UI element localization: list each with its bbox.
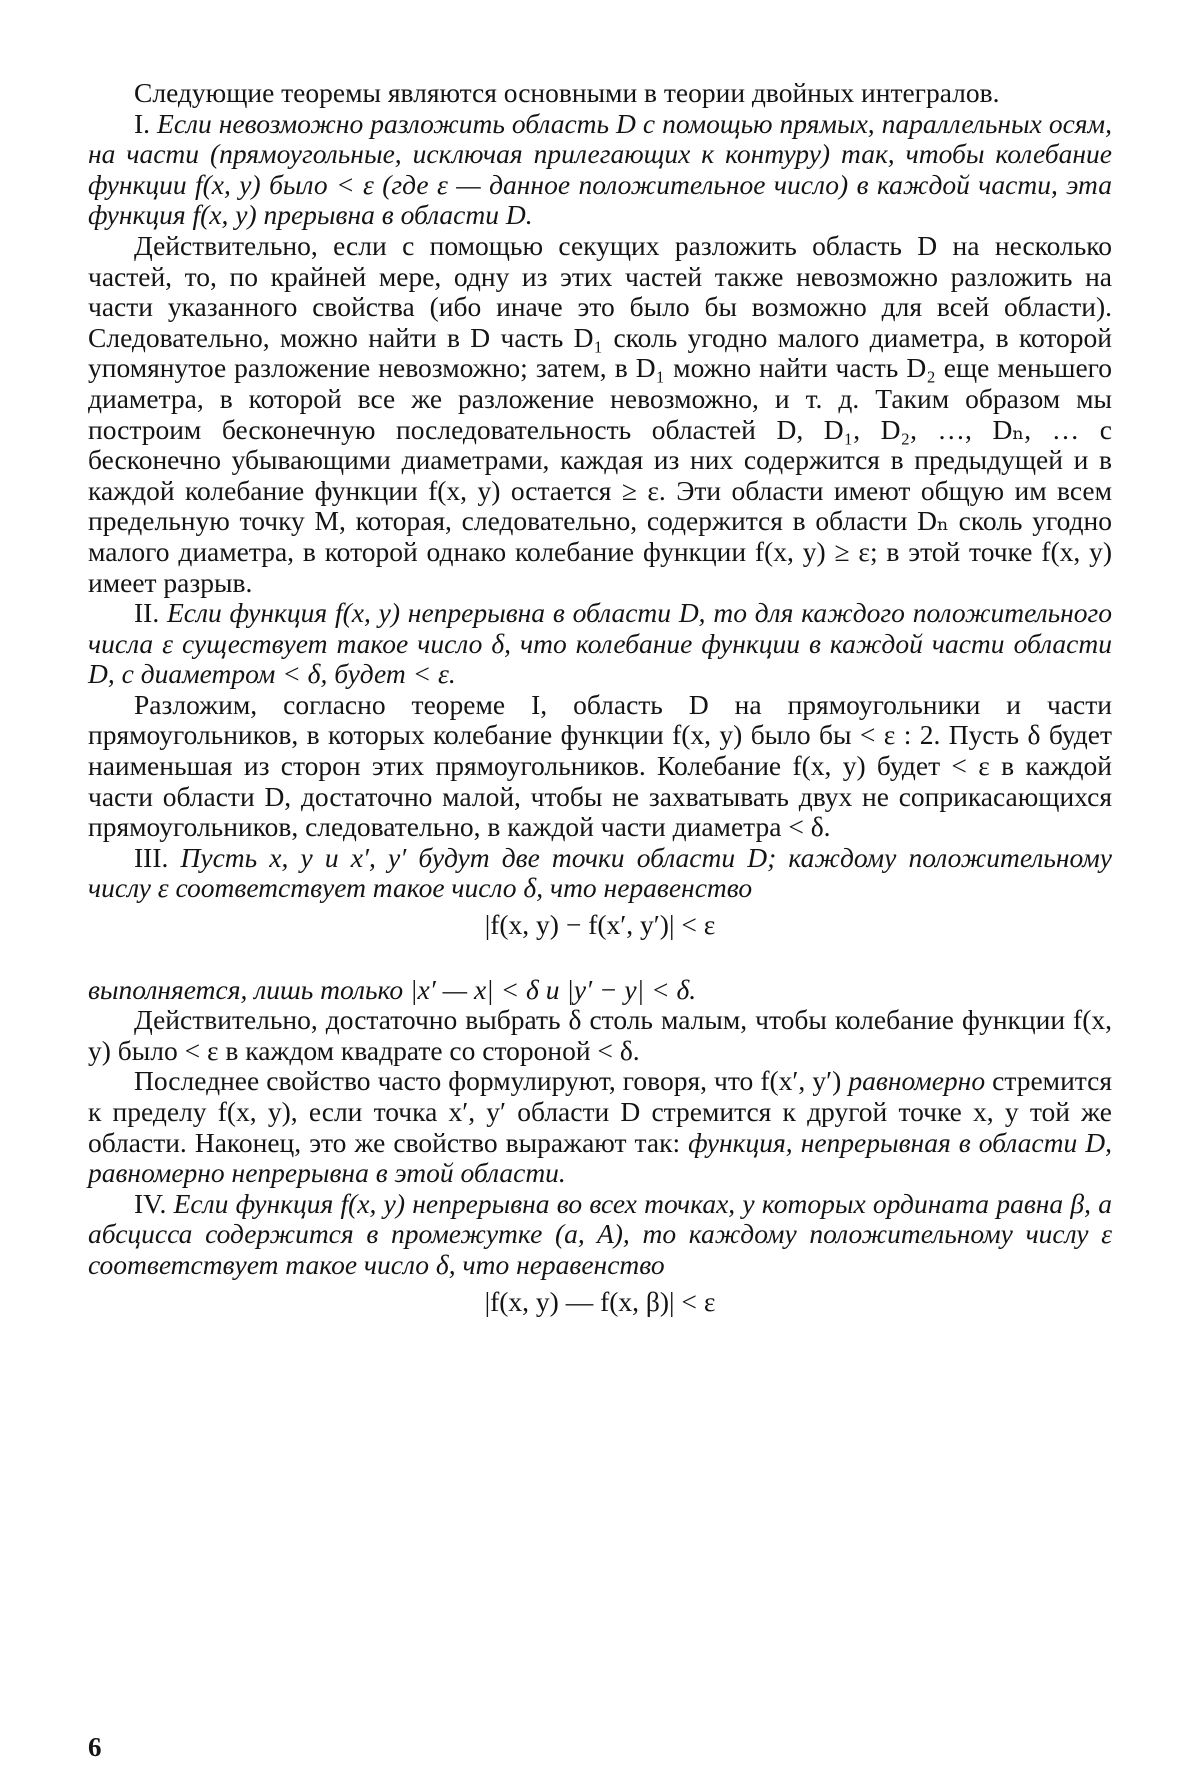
text-run: Следующие теоремы являются основными в теории двойных интегралов. bbox=[134, 77, 1000, 108]
formula: |f(x, y) − f(x′, y′)| < ε bbox=[484, 909, 716, 941]
paragraph-theorem-1 bbox=[88, 109, 1112, 231]
paragraph-proof-3 bbox=[88, 1005, 1112, 1066]
text-run: Разложим, согласно теореме I, область D на прямоугольники и части прямоугольников, в которых колебание функции f(x, y) было бы < ε : 2. Пусть δ будет наименьшая из сторон этих прямоугольников. Колебание f(x, y) будет < ε в каждой части области D, достаточно малой, чтобы не захватывать двух не соприкасающихся прямоугольников, следовательно, в каждой части диаметра < δ. bbox=[88, 688, 1112, 843]
paragraph-proof-2 bbox=[88, 690, 1112, 843]
text-run: Последнее свойство часто формулируют, говоря, что f(x′, y′) bbox=[134, 1065, 849, 1097]
italic-text: Если функция f(x, y) непрерывна во всех точках, у которых ордината равна β, а абсцисса содержится в промежутке (a, A), то каждому положительному числу ε соответствует такое число δ, что неравенство bbox=[88, 1187, 1112, 1280]
paragraph-proof-1 bbox=[88, 231, 1112, 598]
text-run: I. bbox=[134, 107, 158, 139]
paragraph-theorem-4 bbox=[88, 1189, 1112, 1281]
italic-text: Если функция f(x, y) непрерывна в области D, то для каждого положительного числа ε существует такое число δ, что колебание функции в каждой части области D, с диаметром < δ, будет < ε. bbox=[88, 597, 1112, 690]
paragraph-theorem-3-end bbox=[88, 975, 1112, 1006]
italic-text: выполняется, лишь только |x′ — x| < δ и |y′ − y| < δ. bbox=[88, 973, 697, 1005]
text-run: II. bbox=[134, 597, 167, 629]
formula: |f(x, y) — f(x, β)| < ε bbox=[484, 1285, 716, 1317]
paragraph-intro bbox=[88, 78, 1112, 109]
text-run: IV. bbox=[134, 1187, 174, 1219]
text-run: Действительно, если с помощью секущих разложить область D на несколько частей, то, по крайней мере, одну из этих частей также невозможно разложить на части указанного свойства (ибо иначе это было бы возможно для всей области). Следовательно, можно найти в D часть D₁ сколь угодно малого диаметра, в которой упомянутое разложение невозможно; затем, в D₁ можно найти часть D₂ еще меньшего диаметра, в которой все же разложение невозможно, и т. д. Таким образом мы построим бесконечную последовательность областей D, D₁, D₂, …, Dₙ, … с бесконечно убывающими диаметрами, каждая из них содержится в предыдущей и в каждой колебание функции f(x, y) остается ≥ ε. Эти области имеют общую им всем предельную точку M, которая, следовательно, содержится в области Dₙ сколь угодно малого диаметра, в которой однако колебание функции f(x, y) ≥ ε; в этой точке f(x, y) имеет разрыв. bbox=[88, 229, 1112, 598]
italic-text: Если невозможно разложить область D с помощью прямых, параллельных осям, на части (прямоугольные, исключая прилегающих к контуру) так, чтобы колебание функции f(x, y) было < ε (где ε — данное положительное число) в каждой части, эта функция f(x, y) прерывна в области D. bbox=[88, 107, 1112, 231]
paragraph-theorem-3 bbox=[88, 843, 1112, 904]
text-run: Действительно, достаточно выбрать δ столь малым, чтобы колебание функции f(x, y) было < ε в каждом квадрате со стороной < δ. bbox=[88, 1004, 1112, 1066]
text-run: стремится к пределу f(x, y), если точка x′, y′ области D стремится к другой точке x, y той же области. Наконец, это же свойство выражают так: bbox=[88, 1065, 1112, 1158]
paragraph-theorem-2 bbox=[88, 598, 1112, 690]
italic-text: функция, непрерывная в области D, равномерно непрерывна в этой области. bbox=[88, 1126, 1112, 1189]
page-number: 6 bbox=[88, 1732, 102, 1762]
italic-text: равномерно bbox=[848, 1065, 986, 1097]
paragraph-remark bbox=[88, 1066, 1112, 1188]
text-run: III. bbox=[134, 841, 181, 873]
page-body bbox=[88, 78, 1112, 1325]
italic-text: Пусть x, y и x′, y′ будут две точки области D; каждому положительному числу ε соответствует такое число δ, что неравенство bbox=[88, 841, 1112, 904]
